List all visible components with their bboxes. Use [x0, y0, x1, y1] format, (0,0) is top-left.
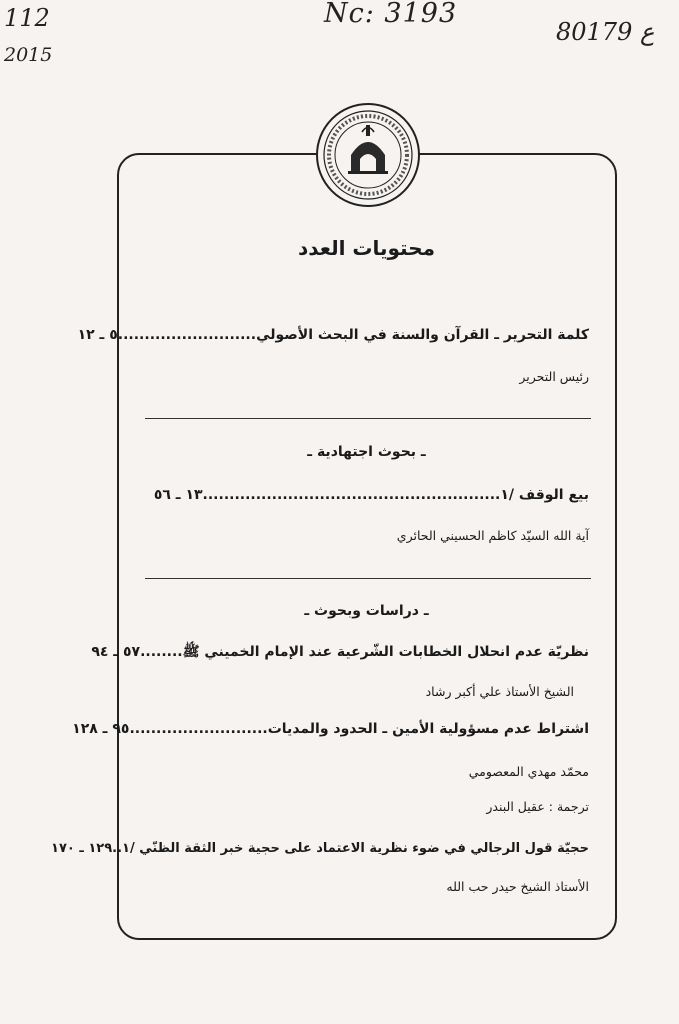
entry-author: الشيخ الأستاذ علي أكبر رشاد — [425, 684, 574, 699]
page-title: محتويات العدد — [297, 236, 436, 260]
divider — [145, 418, 591, 419]
section-heading: ـ دراسات وبحوث ـ — [304, 603, 429, 619]
toc-entry — [51, 841, 589, 856]
leader-dots: ........................................................ — [202, 487, 501, 503]
entry-author: آية الله السيّد كاظم الحسيني الحائري — [396, 528, 589, 543]
emblem-graphic — [318, 105, 418, 205]
entry-title: اشتراط عدم مسؤولية الأمين ـ الحدود والمديات — [267, 721, 589, 737]
entry-pages: ١٢٩ ـ ١٧٠ — [51, 841, 113, 856]
entry-author: الأستاذ الشيخ حيدر حب الله — [446, 879, 589, 894]
handwritten-year: 2015 — [4, 44, 53, 66]
leader-dots: .......................... — [117, 327, 257, 343]
toc-entry — [78, 327, 589, 343]
handwritten-accession-code: 80179 ع — [556, 18, 655, 46]
leader-dots: .......................... — [129, 721, 268, 737]
entry-title: نظريّة عدم انحلال الخطابات الشّرعية عند الإمام الخميني ﷺ — [182, 644, 589, 660]
entry-title: كلمة التحرير ـ القرآن والسنة في البحث الأصولي — [256, 327, 589, 343]
toc-entry — [72, 721, 589, 737]
entry-author: رئيس التحرير — [519, 369, 589, 384]
entry-translator: ترجمة : عقيل البندر — [486, 799, 589, 814]
entry-title: حجيّة قول الرجالي في ضوء نظرية الاعتماد على حجية خبر الثقة الظنّي /١ — [122, 841, 589, 856]
entry-pages: ٥٧ ـ ٩٤ — [91, 644, 141, 660]
handwritten-number: 112 — [4, 4, 50, 32]
entry-title: بيع الوقف /١ — [500, 487, 589, 503]
toc-entry — [91, 643, 589, 663]
entry-pages: ٥ ـ ١٢ — [77, 327, 118, 343]
toc-entry — [154, 487, 589, 503]
institute-emblem-icon — [316, 103, 420, 207]
contents-frame — [117, 153, 617, 940]
entry-pages: ٩٥ ـ ١٢٨ — [72, 721, 130, 737]
entry-author: محمّد مهدي المعصومي — [468, 764, 589, 779]
divider — [145, 578, 591, 579]
section-heading: ـ بحوث اجتهادية ـ — [307, 444, 426, 460]
leader-dots: .. — [112, 841, 123, 856]
handwritten-catalog-code: Nc: 3193 — [324, 0, 458, 29]
leader-dots: ........ — [140, 644, 183, 660]
entry-pages: ١٣ ـ ٥٦ — [153, 487, 203, 503]
